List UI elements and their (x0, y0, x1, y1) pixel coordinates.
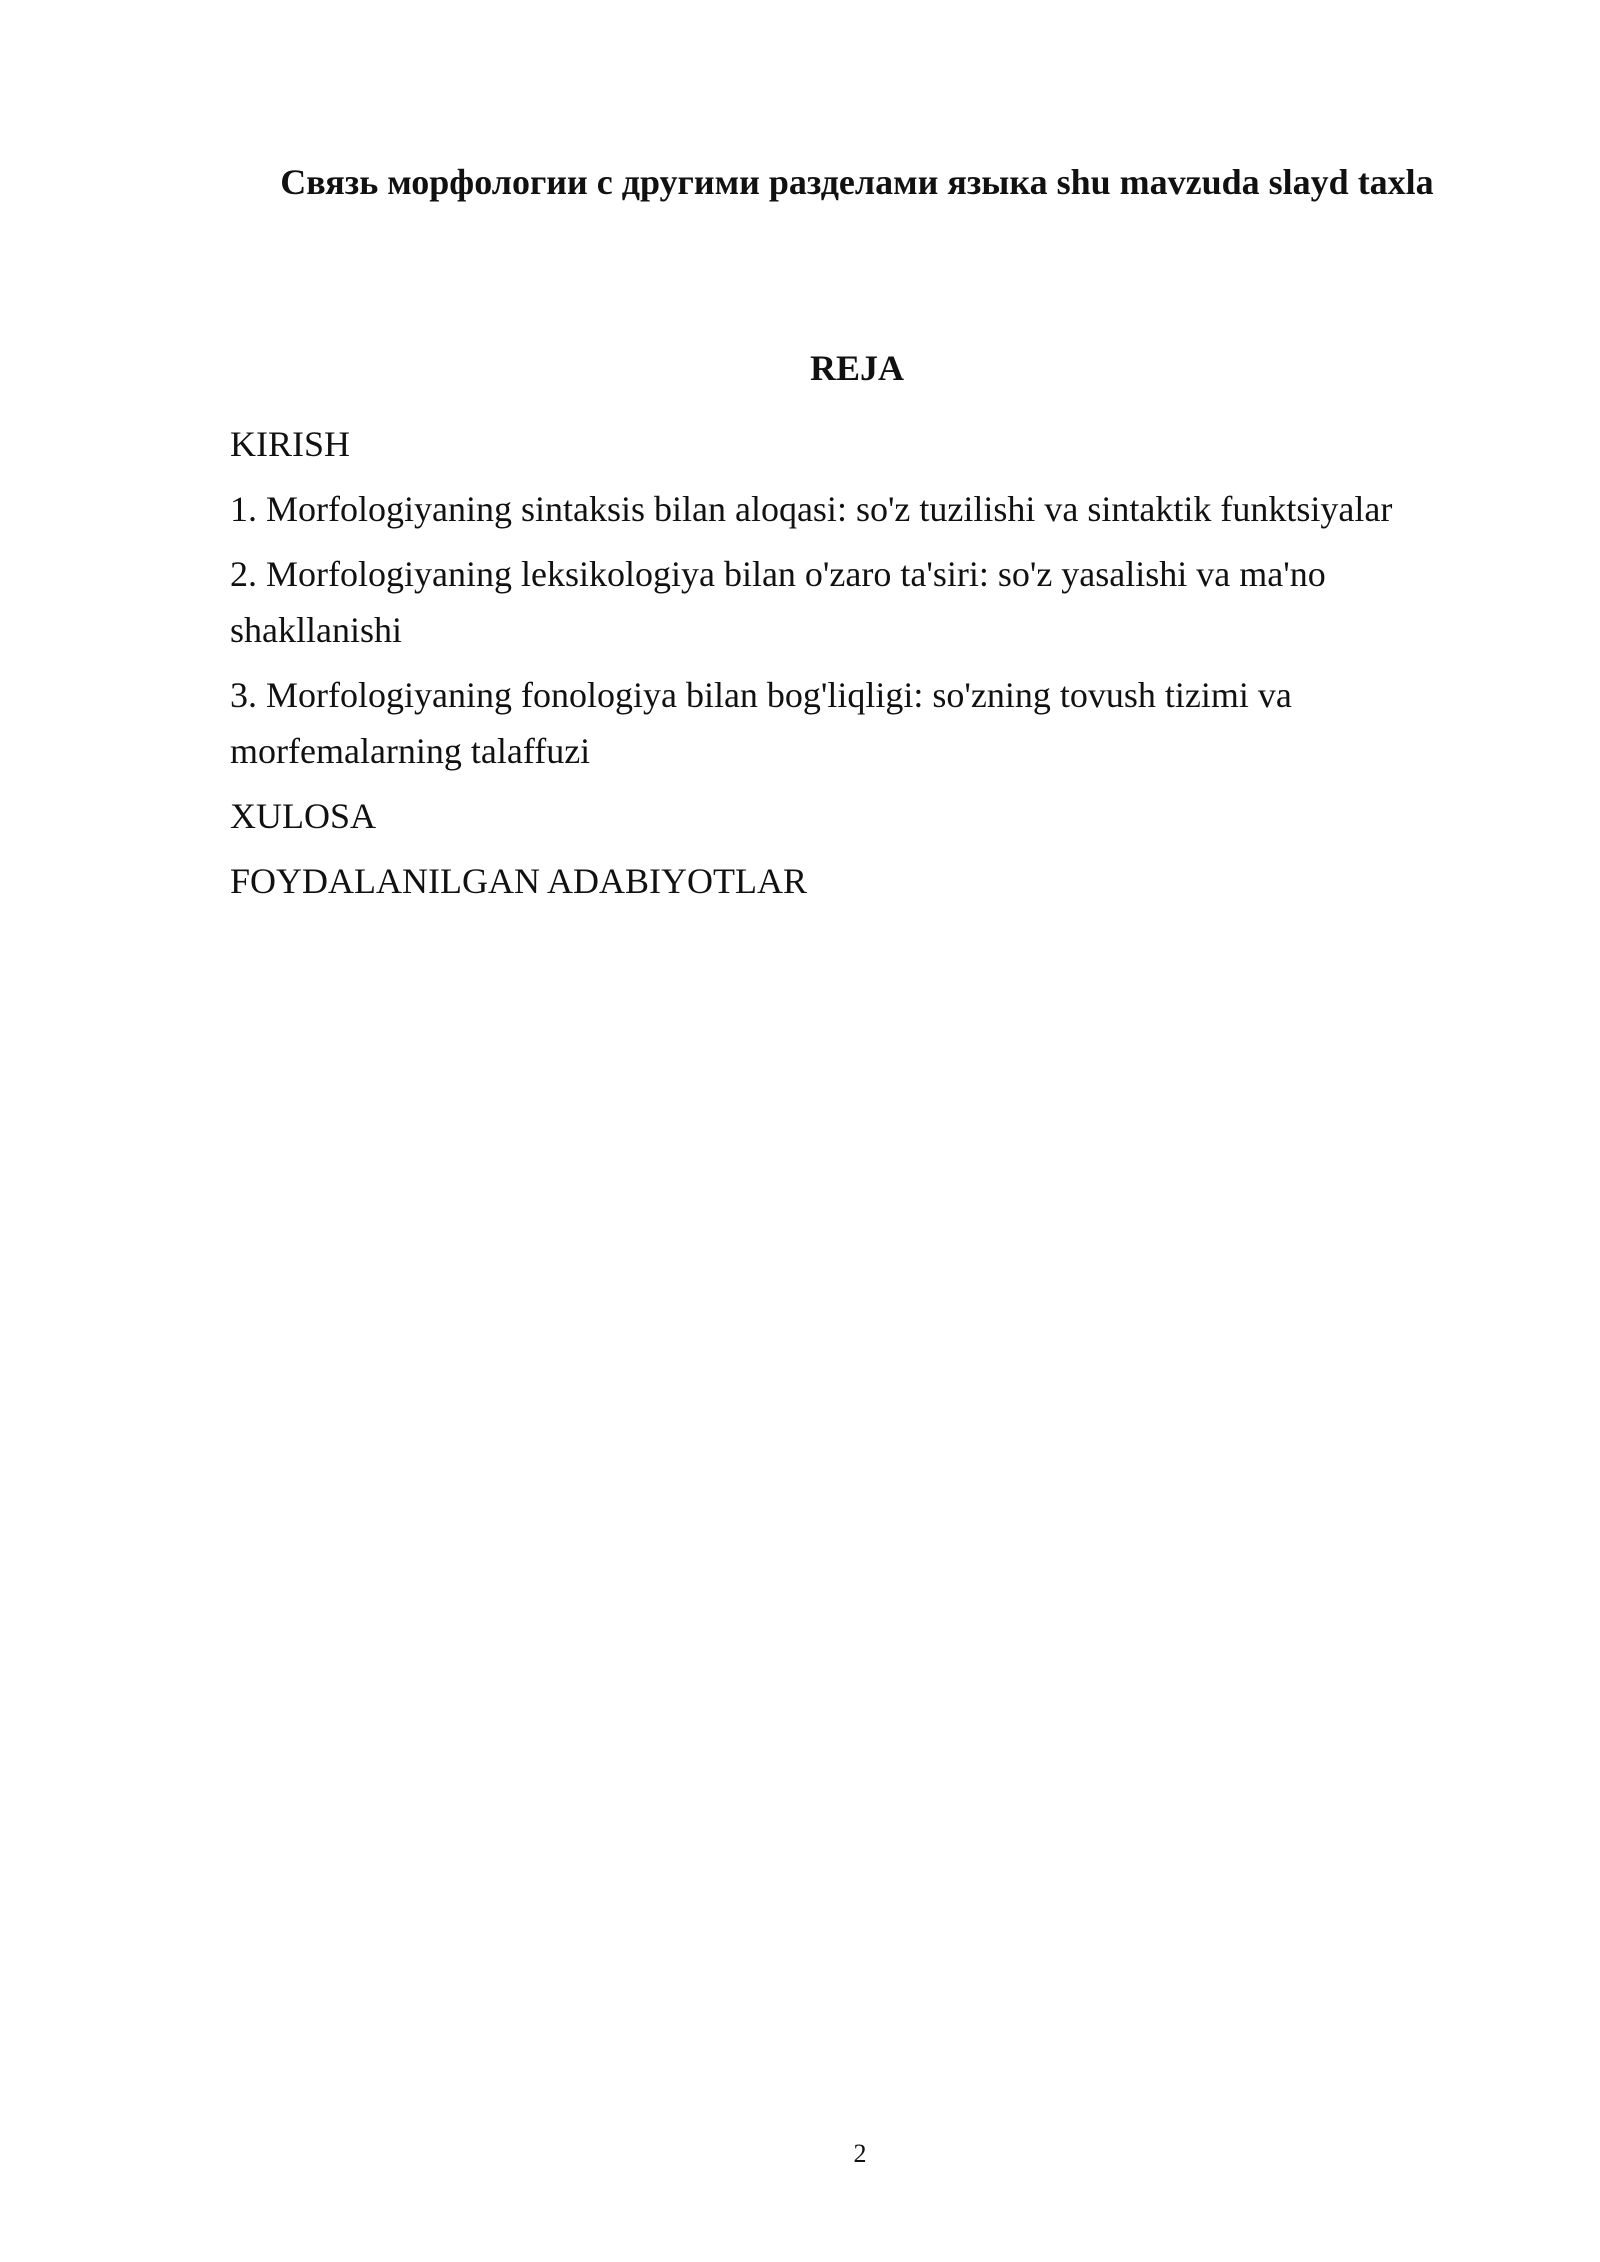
plan-item-introduction: KIRISH (230, 424, 351, 464)
plan-list (230, 416, 1484, 918)
page-number: 2 (853, 2139, 867, 2168)
plan-item-references: FOYDALANILGAN ADABIYOTLAR (230, 861, 807, 901)
plan-item-conclusion: XULOSA (230, 796, 377, 836)
document-title: Связь морфологии с другими разделами языка shu mavzuda slayd taxla (280, 162, 1434, 202)
plan-item-2: 2. Morfologiyaning leksikologiya bilan o'zaro ta'siri: so'z yasalishi va ma'no shakllanishi (230, 554, 1326, 650)
plan-heading: REJA (809, 348, 904, 388)
plan-item-1: 1. Morfologiyaning sintaksis bilan aloqasi: so'z tuzilishi va sintaktik funktsiyalar (230, 489, 1393, 529)
plan-item-3: 3. Morfologiyaning fonologiya bilan bog'liqligi: so'zning tovush tizimi va morfemalarning talaffuzi (230, 675, 1292, 771)
